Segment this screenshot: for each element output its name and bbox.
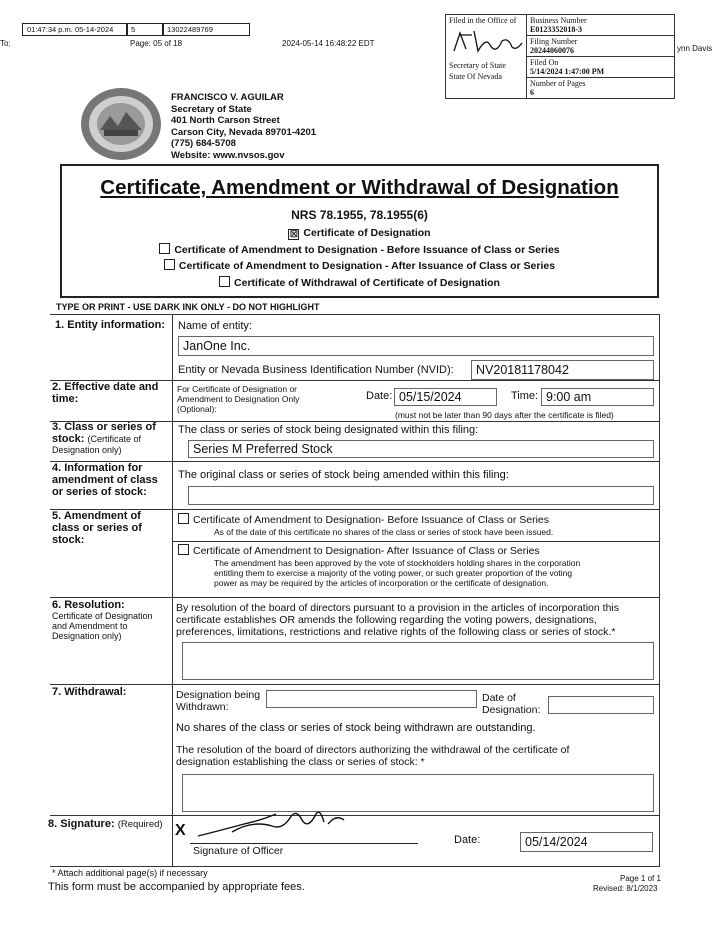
option-withdrawal[interactable]: Certificate of Withdrawal of Certificate of Designation (62, 275, 657, 292)
filed-office-label: Filed in the Office of (449, 16, 517, 25)
nevada-seal-icon (78, 86, 164, 162)
effective-time-label: Time: (511, 390, 539, 402)
secretary-signature-icon (450, 27, 526, 57)
filing-number: 20244060076 (530, 46, 574, 55)
fax-time-box (22, 23, 128, 36)
sos-street: 401 North Carson Street (171, 115, 280, 126)
section1-label: 1. Entity information: (55, 319, 165, 331)
filing-number-label: Filing Number (530, 37, 578, 46)
sos-name: FRANCISCO V. AGUILAR (171, 92, 284, 103)
officer-signature-icon (192, 800, 362, 848)
fax-number: 13022489769 (167, 25, 213, 34)
class-series-text: The class or series of stock being designated within this filing: (178, 424, 479, 436)
checkbox-amend-after[interactable] (164, 259, 175, 270)
amend-after-note: The amendment has been approved by the vote of stockholders holding shares in the corporation entitling them to exercise a majority of the voting power, or such greater proportion of the voting power as may be required by the articles of incorporation or the certificate of designation. (214, 558, 581, 588)
amend-after-option[interactable]: Certificate of Amendment to Designation- After Issuance of Class or Series (178, 544, 540, 557)
section3-label: 3. Class or series of stock: (Certificate of Designation only) (52, 421, 156, 455)
checkbox-withdrawal[interactable] (219, 276, 230, 287)
signature-x: X (175, 822, 186, 839)
fax-recipient-cut: ynn Davis (677, 44, 713, 53)
pages-label: Number of Pages (530, 79, 586, 88)
original-class-field[interactable] (188, 486, 654, 505)
sos-city: Carson City, Nevada 89701-4201 (171, 126, 317, 138)
option-certificate[interactable]: ☒ Certificate of Designation (289, 227, 431, 239)
checkbox-certificate[interactable]: ☒ (289, 229, 298, 239)
footer-attach: * Attach additional page(s) if necessary (52, 868, 208, 878)
section8-label: 8. Signature: (Required) (48, 818, 163, 830)
pages-count: 6 (530, 88, 534, 97)
amend-before-note: As of the date of this certificate no shares of the class or series of stock have been issued. (214, 527, 554, 537)
signature-caption: Signature of Officer (193, 845, 284, 857)
footer-page: Page 1 of 1 (620, 874, 661, 883)
fax-time: 01:47:34 p.m. 05-14-2024 (27, 25, 114, 34)
sos-website: Website: www.nvsos.gov (171, 149, 285, 161)
secretary-label: Secretary of State (449, 61, 506, 70)
effective-date-label: Date: (366, 390, 393, 402)
designation-withdrawn-label: Designation being Withdrawn: (176, 689, 261, 713)
class-series-field[interactable]: Series M Preferred Stock (188, 440, 654, 458)
section4-label: 4. Information for amendment of class or series of stock: (52, 462, 158, 498)
date-of-designation-label: Date of Designation: (482, 692, 541, 716)
filing-stamp (445, 14, 675, 99)
fax-to: To: (0, 39, 11, 48)
filed-on: 5/14/2024 1:47:00 PM (530, 67, 605, 76)
effective-limit-note: (must not be later than 90 days after the certificate is filed) (395, 410, 614, 420)
effective-date-field[interactable]: 05/15/2024 (394, 388, 497, 406)
section6-label: 6. Resolution: Certificate of Designation and Amendment to Designation only) (52, 599, 153, 641)
fax-page-num: 5 (131, 25, 136, 34)
effective-time-field[interactable]: 9:00 am (541, 388, 654, 406)
nvid-label: Entity or Nevada Business Identification Number (NVID): (178, 364, 454, 376)
signature-date-label: Date: (454, 834, 481, 846)
checkbox-amend-before[interactable] (159, 243, 170, 254)
instructions: TYPE OR PRINT - USE DARK INK ONLY - DO NOT HIGHLIGHT (56, 302, 320, 312)
nrs-reference: NRS 78.1955, 78.1955(6) (291, 208, 428, 222)
withdrawal-resolution-text: The resolution of the board of directors authorizing the withdrawal of the certificate of designation establishing the class or series of stock: * (176, 744, 570, 768)
fax-datetime: 2024-05-14 16:48:22 EDT (282, 39, 375, 48)
original-class-text: The original class or series of stock being amended within this filing: (178, 469, 509, 481)
sos-address (171, 92, 316, 161)
section2-label: 2. Effective date and time: (52, 381, 159, 405)
checkbox-s5-before[interactable] (178, 513, 189, 524)
business-number-label: Business Number (530, 16, 587, 25)
filed-on-label: Filed On (530, 58, 559, 67)
resolution-text: By resolution of the board of directors pursuant to a provision in the articles of incorporation this certificate establishes OR amends the following regarding the voting powers, designations, preferences, limitations, restrictions and relative rights of the following class or series of stock.* (176, 602, 619, 638)
resolution-field[interactable] (182, 642, 654, 680)
sos-title: Secretary of State (171, 103, 252, 115)
title-box (60, 164, 659, 298)
fax-page-box (126, 23, 164, 36)
entity-name-label: Name of entity: (178, 320, 252, 332)
business-number: E0123352018-3 (530, 25, 582, 34)
designation-withdrawn-field[interactable] (266, 690, 477, 708)
section7-label: 7. Withdrawal: (52, 686, 127, 698)
option-amend-before[interactable]: Certificate of Amendment to Designation - Before Issuance of Class or Series (62, 242, 657, 259)
date-of-designation-field[interactable] (548, 696, 654, 714)
option-amend-after[interactable]: Certificate of Amendment to Designation - After Issuance of Class or Series (62, 258, 657, 275)
fax-page-of: Page: 05 of 18 (130, 39, 183, 48)
entity-name-field[interactable]: JanOne Inc. (178, 336, 654, 356)
form-title: Certificate, Amendment or Withdrawal of Designation (100, 176, 619, 199)
section5-label: 5. Amendment of class or series of stock: (52, 510, 142, 546)
checkbox-s5-after[interactable] (178, 544, 189, 555)
fax-number-box (162, 23, 250, 36)
footer-revised: Revised: 8/1/2023 (593, 884, 658, 893)
effective-note: For Certificate of Designation or Amendment to Designation Only (Optional): (177, 384, 300, 414)
no-shares-text: No shares of the class or series of stock being withdrawn are outstanding. (176, 722, 536, 734)
amend-before-option[interactable]: Certificate of Amendment to Designation- Before Issuance of Class or Series (178, 513, 549, 526)
sos-phone: (775) 684-5708 (171, 138, 236, 149)
footer-fees: This form must be accompanied by appropriate fees. (48, 881, 305, 893)
state-label: State Of Nevada (449, 72, 502, 81)
signature-date-field[interactable]: 05/14/2024 (520, 832, 653, 852)
nvid-field[interactable]: NV20181178042 (471, 360, 654, 380)
